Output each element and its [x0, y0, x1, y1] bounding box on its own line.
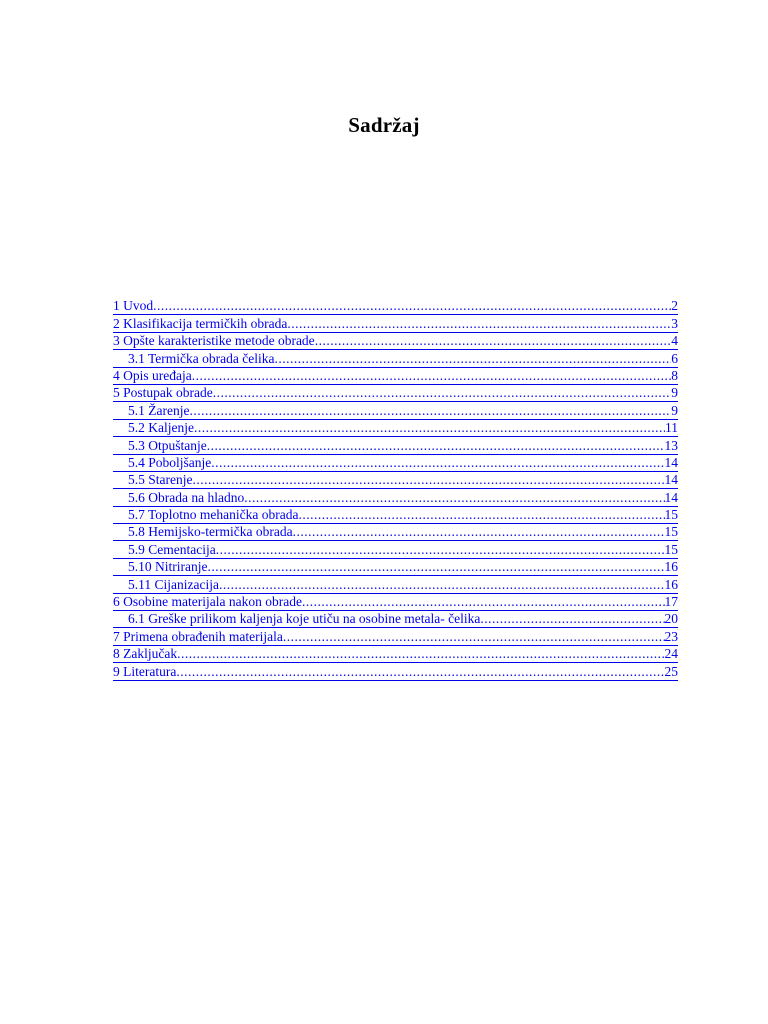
- toc-entry-page: 20: [664, 611, 678, 627]
- toc-entry-label: 5.6 Obrada na hladno: [128, 489, 245, 505]
- toc-entry-3-1-termicka-obrada[interactable]: [113, 350, 678, 367]
- table-of-contents: [113, 298, 678, 681]
- toc-entry-label: 7 Primena obrađenih materijala: [113, 628, 283, 644]
- toc-dot-leader: [177, 646, 664, 662]
- toc-entry-page: 8: [671, 367, 678, 383]
- toc-entry-2-klasifikacija[interactable]: [113, 315, 678, 332]
- toc-entry-page: 15: [664, 541, 678, 557]
- toc-entry-label: 5.7 Toplotno mehanička obrada: [128, 507, 299, 523]
- toc-entry-page: 4: [671, 333, 678, 349]
- toc-entry-5-6-obrada-na-hladno[interactable]: [113, 489, 678, 506]
- toc-dot-leader: [293, 524, 665, 540]
- toc-entry-label: 3 Opšte karakteristike metode obrade: [113, 333, 315, 349]
- page-title: Sadržaj: [348, 113, 420, 137]
- toc-entry-4-opis-uredaja[interactable]: [113, 368, 678, 385]
- toc-entry-label: 5.2 Kaljenje: [128, 420, 194, 436]
- toc-entry-page: 2: [671, 298, 678, 314]
- toc-entry-9-literatura[interactable]: [113, 663, 678, 680]
- toc-dot-leader: [275, 350, 672, 366]
- toc-entry-page: 9: [671, 385, 678, 401]
- toc-entry-page: 24: [664, 646, 678, 662]
- toc-entry-5-postupak-obrade[interactable]: [113, 385, 678, 402]
- toc-entry-page: 13: [664, 437, 678, 453]
- toc-entry-label: 6.1 Greške prilikom kaljenja koje utiču na osobine metala- čelika: [128, 611, 481, 627]
- toc-entry-page: 16: [664, 559, 678, 575]
- toc-entry-3-opste-karakteristike[interactable]: [113, 333, 678, 350]
- toc-entry-5-4-poboljsanje[interactable]: [113, 455, 678, 472]
- toc-entry-5-3-otpustanje[interactable]: [113, 437, 678, 454]
- toc-entry-8-zakljucak[interactable]: [113, 646, 678, 663]
- toc-dot-leader: [153, 298, 671, 314]
- toc-entry-label: 5.11 Cijanizacija: [128, 576, 219, 592]
- toc-entry-page: 23: [664, 628, 678, 644]
- toc-dot-leader: [192, 472, 664, 488]
- toc-dot-leader: [287, 315, 671, 331]
- toc-dot-leader: [194, 420, 665, 436]
- toc-entry-page: 16: [664, 576, 678, 592]
- toc-entry-5-8-hemijsko-termicka[interactable]: [113, 524, 678, 541]
- toc-entry-label: 6 Osobine materijala nakon obrade: [113, 594, 302, 610]
- toc-entry-page: 3: [671, 315, 678, 331]
- toc-entry-5-7-toplotno-mehanicka[interactable]: [113, 507, 678, 524]
- toc-dot-leader: [244, 489, 664, 505]
- toc-dot-leader: [299, 507, 665, 523]
- toc-entry-page: 14: [664, 454, 678, 470]
- toc-entry-label: 8 Zaključak: [113, 646, 178, 662]
- toc-dot-leader: [207, 559, 664, 575]
- toc-dot-leader: [192, 368, 672, 384]
- toc-entry-6-1-greske-kaljenja[interactable]: [113, 611, 678, 628]
- toc-entry-1-uvod[interactable]: [113, 298, 678, 315]
- toc-entry-label: 5.3 Otpuštanje: [128, 437, 207, 453]
- toc-dot-leader: [283, 628, 665, 644]
- toc-dot-leader: [216, 541, 665, 557]
- toc-entry-6-osobine-materijala[interactable]: [113, 594, 678, 611]
- toc-entry-label: 5.8 Hemijsko-termička obrada: [128, 524, 293, 540]
- toc-entry-page: 14: [664, 489, 678, 505]
- toc-entry-label: 5 Postupak obrade: [113, 385, 213, 401]
- toc-entry-5-5-starenje[interactable]: [113, 472, 678, 489]
- toc-entry-5-10-nitriranje[interactable]: [113, 559, 678, 576]
- toc-entry-label: 5.9 Cementacija: [128, 541, 216, 557]
- toc-entry-page: 15: [664, 507, 678, 523]
- toc-dot-leader: [176, 663, 664, 679]
- toc-entry-label: 1 Uvod: [113, 298, 154, 314]
- toc-entry-label: 4 Opis uređaja: [113, 367, 192, 383]
- toc-entry-5-1-zarenje[interactable]: [113, 402, 678, 419]
- toc-entry-page: 15: [664, 524, 678, 540]
- toc-entry-label: 3.1 Termička obrada čelika: [128, 350, 275, 366]
- toc-entry-label: 5.10 Nitriranje: [128, 559, 208, 575]
- toc-entry-7-primena[interactable]: [113, 628, 678, 645]
- toc-entry-page: 25: [664, 663, 678, 679]
- toc-dot-leader: [213, 385, 672, 401]
- toc-entry-label: 5.5 Starenje: [128, 472, 193, 488]
- toc-dot-leader: [211, 455, 664, 471]
- toc-entry-label: 5.4 Poboljšanje: [128, 454, 212, 470]
- toc-entry-5-9-cementacija[interactable]: [113, 541, 678, 558]
- toc-entry-page: 9: [671, 402, 678, 418]
- toc-entry-label: 5.1 Žarenje: [128, 402, 190, 418]
- toc-entry-5-2-kaljenje[interactable]: [113, 420, 678, 437]
- toc-dot-leader: [315, 333, 672, 349]
- toc-entry-label: 9 Literatura: [113, 663, 177, 679]
- toc-entry-page: 6: [671, 350, 678, 366]
- toc-entry-5-11-cijanizacija[interactable]: [113, 576, 678, 593]
- toc-entry-page: 14: [664, 472, 678, 488]
- toc-entry-page: 11: [665, 420, 678, 436]
- toc-dot-leader: [302, 594, 665, 610]
- toc-dot-leader: [207, 437, 665, 453]
- toc-entry-page: 17: [664, 594, 678, 610]
- toc-entry-label: 2 Klasifikacija termičkih obrada: [113, 315, 288, 331]
- toc-dot-leader: [480, 611, 664, 627]
- toc-dot-leader: [189, 402, 671, 418]
- toc-dot-leader: [219, 576, 665, 592]
